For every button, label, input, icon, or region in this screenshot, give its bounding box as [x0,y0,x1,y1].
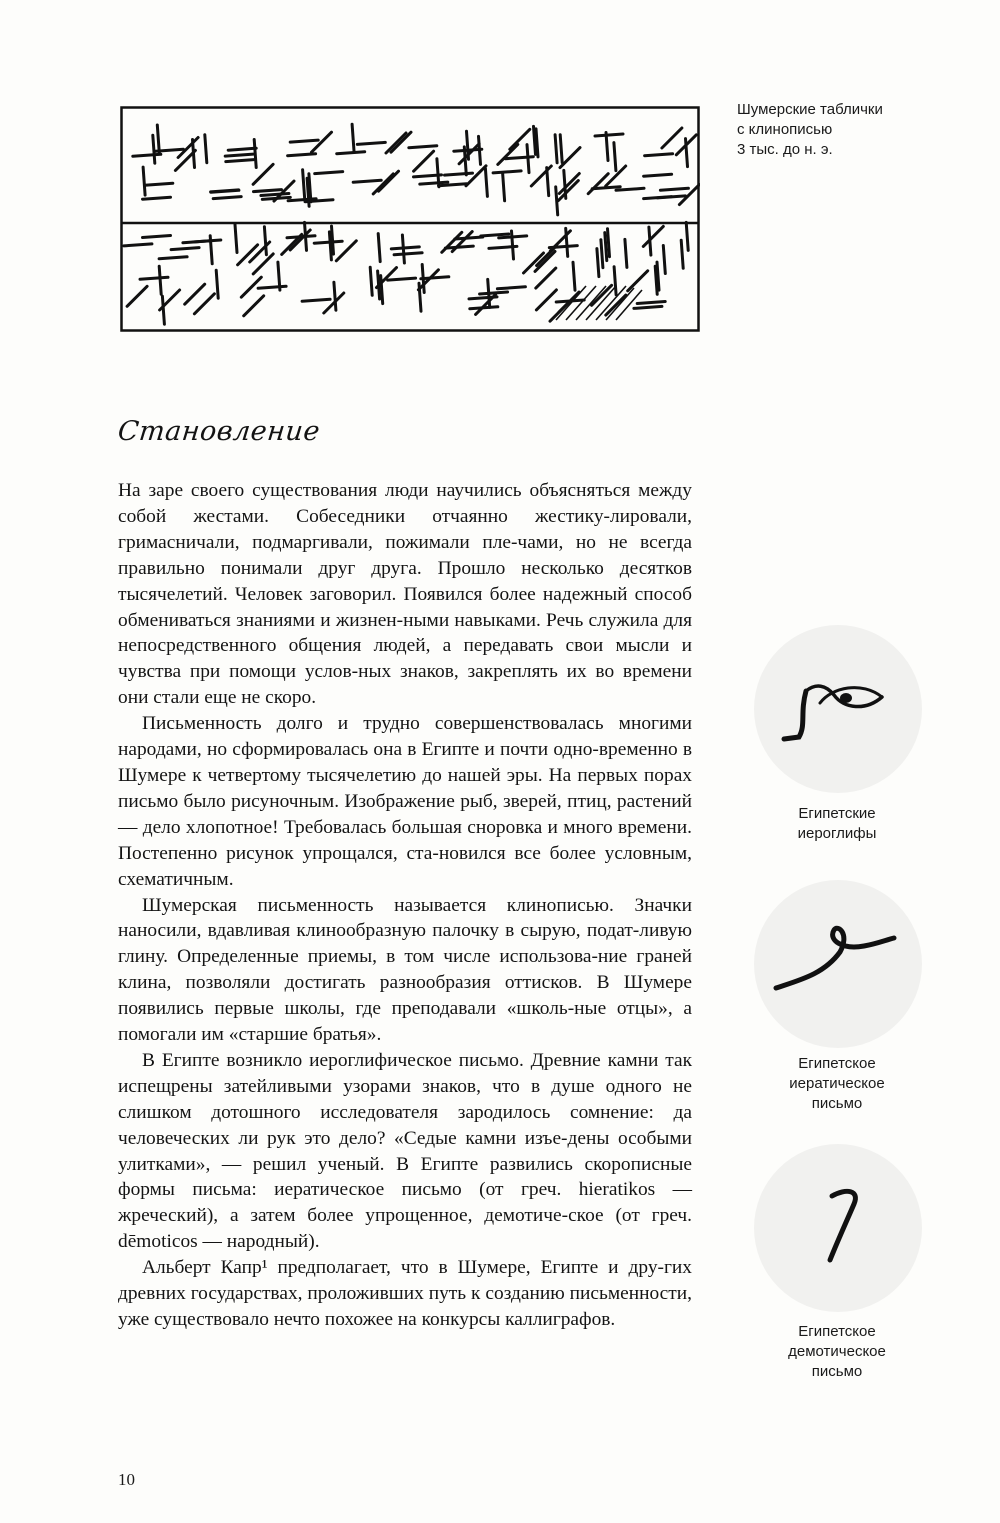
cuneiform-wedge [481,234,509,236]
cuneiform-wedge [681,240,683,268]
cuneiform-wedge [485,168,487,196]
cuneiform-wedge [535,251,555,271]
eye-hieroglyph-icon [754,625,922,793]
paragraph: Письменность долго и трудно совершенствовалась многими народами, но сформировалась она в Египте и почти одно-временно в Шумере к четвертому тысячелетию до нашей эры. На первых порах письмо было рисуночным. Изображение рыб, зверей, птиц, растений — дело хлопотное! Требовалась большая сноровка и много времени. Постепенно рисунок упрощался, ста-новился все более условным, схематичным. [118,713,692,890]
cuneiform-wedge [643,226,663,246]
cuneiform-wedge [649,227,651,255]
cuneiform-wedge [261,194,289,196]
cuneiform-wedge [309,174,311,202]
cuneiform-wedge [660,188,688,190]
caption-line: иероглифы [797,825,877,842]
cuneiform-wedge [442,232,462,252]
cuneiform-wedge [452,232,472,252]
tablet-caption-line: Шумерские таблички [737,101,883,118]
cuneiform-wedge [225,154,253,156]
caption-line: Египетское [798,1055,876,1072]
cuneiform-wedge [238,245,258,265]
cuneiform-wedge [391,247,419,249]
cuneiform-wedge [614,267,616,295]
cuneiform-wedge [213,197,241,199]
cuneiform-wedge [373,174,393,194]
cuneiform-wedge [409,146,437,148]
cuneiform-wedge [193,240,221,242]
cuneiform-wedge [616,188,644,190]
cuneiform-wedge [547,168,549,196]
cuneiform-wedge [216,270,218,298]
cuneiform-wedge [290,140,318,142]
cuneiform-wedge [332,226,334,254]
cuneiform-wedge [302,299,330,301]
cuneiform-wedge [625,239,627,267]
paragraph: На заре своего существования люди научились объясняться между собой жестами. Собеседники отчаянно жестику-лировали, гримасничали, подмаргивали, пожимали пле-чами, но не всегда правильно понимали друг друга. Прошло несколько десятков тысячелетий. Человек заговорил. Появился более надежный способ обмениваться знаниями и жизнен-ными навыками. Речь служила для непосредственного общения людей, а передавать свои мысли и чувства при помощи услов-ных знаков, закреплять их во времени они стали еще не скоро. [118,480,692,709]
cuneiform-wedge [614,143,616,171]
cuneiform-wedge [489,246,517,248]
caption-line: Египетское [798,1323,876,1340]
tablet-caption [737,100,957,160]
cuneiform-wedge [157,125,159,153]
cuneiform-wedge [353,180,381,182]
hieroglyph-caption [737,804,937,844]
cuneiform-wedge [155,149,183,151]
cuneiform-wedge [314,241,342,243]
cuneiform-wedge [305,222,307,250]
cuneiform-wedge [686,139,688,167]
demotic-sample [754,1144,922,1312]
cuneiform-wedge [226,160,254,162]
cuneiform-wedge [264,227,266,255]
cuneiform-wedge [378,271,380,299]
cuneiform-wedge [606,133,608,161]
cuneiform-wedge [312,132,332,152]
cuneiform-wedge [244,296,264,316]
cuneiform-wedge [143,236,171,238]
demotic-sign-icon [754,1144,922,1312]
cuneiform-wedge [628,271,648,291]
cuneiform-wedge [421,277,449,279]
cuneiform-wedge [288,199,316,201]
cuneiform-wedge [644,197,672,199]
cuneiform-wedge [512,231,514,259]
cuneiform-wedge [536,268,556,288]
cuneiform-wedge [254,190,282,192]
cuneiform-wedge [637,302,665,304]
cuneiform-wedge [645,154,673,156]
cuneiform-wedge [124,244,152,246]
cuneiform-wedge [466,166,486,186]
cuneiform-wedge [334,282,336,310]
cuneiform-tablet-figure [120,106,700,332]
cuneiform-wedge [388,278,416,280]
cuneiform-tablet-drawing [120,106,700,332]
cuneiform-wedge [133,154,161,156]
cuneiform-wedge [194,294,214,314]
cuneiform-wedge [357,142,385,144]
cuneiform-wedge [210,236,212,264]
cuneiform-wedge [402,235,404,263]
cuneiform-wedge [644,174,672,176]
paragraph: В Египте возникло иероглифическое письмо. Древние камни так испещрены затейливыми узорами знаков, что в душе одного не слишком дотошного исследователя зародилось сомнение: да человеческих ли рук это дело? «Седые камни изъе-дены особыми улитками», — решил ученый. В Египте развились скорописные формы письма: иератическое письмо (от греч. hieratikos — жреческий), а затем более упрощенное, демотиче-ское (от греч. dēmoticos — народный). [118,1049,692,1253]
cuneiform-wedge [445,173,473,175]
cuneiform-wedge [315,172,343,174]
cuneiform-wedge [391,132,411,152]
cuneiform-wedge [498,144,518,164]
cuneiform-wedge [605,233,607,261]
cuneiform-wedge [493,171,521,173]
cuneiform-wedge [597,249,599,277]
cuneiform-wedge [595,134,623,136]
hieratic-sample [754,880,922,1048]
caption-line: письмо [811,1095,863,1112]
paragraph: Шумерская письменность называется клинописью. Значки наносили, вдавливая клинообразную палочку в сырую, подат-ливую глину. Определенные приемы, в том числе использова-ние граней клина, позволяли достигать разнообразия оттисков. В Шумере появились первые школы, где преподавали «школь-ные отцы», а помогали им «старшие братья». [118,894,692,1046]
cuneiform-wedge [634,306,662,308]
cuneiform-wedge [454,149,482,151]
cuneiform-wedge [143,197,171,199]
cuneiform-wedge [278,262,280,290]
cuneiform-wedge [288,154,316,156]
cuneiform-wedge [145,183,173,185]
cuneiform-wedge [370,267,372,295]
cuneiform-wedge [555,135,557,163]
cuneiform-wedge [573,262,575,290]
cuneiform-wedge [394,253,422,255]
cuneiform-wedge [536,290,556,310]
caption-line: демотическое [788,1343,886,1360]
cuneiform-wedge [336,241,356,261]
cuneiform-wedge [211,190,239,192]
paragraph: Альберт Капр¹ предполагает, что в Шумере, Египте и дру-гих древних государствах, проложивших путь к созданию письменности, уже существовало нечто похожее на конкурсы каллиграфов. [118,1257,692,1330]
hieratic-sign-icon [754,880,922,1048]
cuneiform-wedge [527,145,529,173]
cuneiform-wedge [337,152,365,154]
cuneiform-wedge [258,286,286,288]
cuneiform-wedge [178,138,198,158]
cuneiform-wedge [378,234,380,262]
cuneiform-wedge [352,124,354,152]
cuneiform-wedge [143,167,145,195]
cuneiform-wedge [608,229,610,257]
cuneiform-wedge [455,237,483,239]
hieroglyph-sample [754,625,922,793]
cuneiform-wedge [185,284,205,304]
caption-line: письмо [811,1363,863,1380]
cuneiform-wedge [560,135,562,163]
cuneiform-wedge [159,257,187,259]
cuneiform-wedge [663,246,665,274]
cuneiform-wedge [419,283,421,311]
cuneiform-wedge [439,184,467,186]
body-text [118,478,692,1333]
tablet-caption-line: с клинописью [737,121,833,138]
cuneiform-wedge [414,151,434,171]
cuneiform-wedge [420,182,448,184]
cuneiform-wedge [153,135,155,163]
cuneiform-wedge [159,266,161,294]
demotic-caption [737,1322,937,1382]
cuneiform-wedge [171,248,199,250]
cuneiform-wedge [162,296,164,324]
tablet-caption-line: 3 тыс. до н. э. [737,141,833,158]
cuneiform-wedge [503,173,505,201]
cuneiform-wedge [497,287,525,289]
cuneiform-wedge [588,174,608,194]
cuneiform-wedge [534,126,536,154]
cuneiform-wedge [205,135,207,163]
hieratic-caption [737,1054,937,1114]
cuneiform-wedge [235,225,237,253]
cuneiform-wedge [655,266,657,294]
cuneiform-wedge [437,159,439,187]
cuneiform-wedge [127,286,147,306]
cuneiform-wedge [662,128,682,148]
cuneiform-wedge [303,170,305,198]
cuneiform-wedge [386,133,406,153]
caption-line: Египетские [798,805,876,822]
cuneiform-wedge [480,292,508,294]
section-title: Становление [116,416,322,447]
cuneiform-wedge [686,222,688,250]
cuneiform-wedge [140,277,168,279]
cuneiform-wedge [175,150,195,170]
page-number: 10 [118,1470,135,1489]
caption-line: иератическое [789,1075,885,1092]
cuneiform-wedge [601,240,603,268]
cuneiform-wedge [228,148,256,150]
